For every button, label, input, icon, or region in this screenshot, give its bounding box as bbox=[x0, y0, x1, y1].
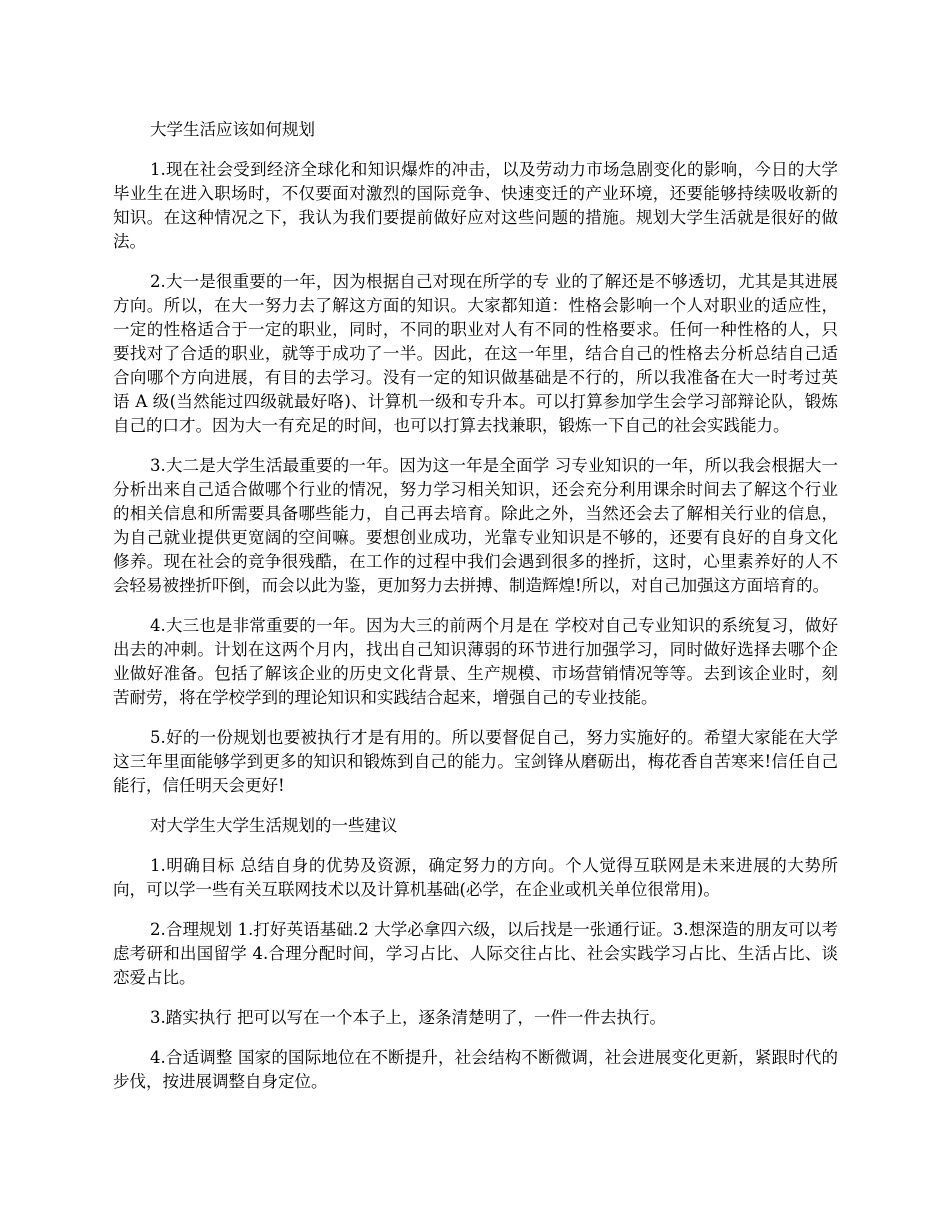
suggestion-2: 2.合理规划 1.打好英语基础.2 大学必拿四六级，以后找是一张通行证。3.想深造的朋友可以考虑考研和出国留学 4.合理分配时间，学习占比、人际交往占比、社会实践学习占比、生活占比、谈恋爱占比。 bbox=[113, 920, 838, 987]
paragraph-5: 5.好的一份规划也要被执行才是有用的。所以要督促自己，努力实施好的。希望大家能在大学这三年里面能够学到更多的知识和锻炼到自己的能力。宝剑锋从磨砺出，梅花香自苦寒来!信任自己能行，信任明天会更好! bbox=[113, 728, 838, 795]
spacer bbox=[113, 838, 838, 854]
section-title-planning: 大学生活应该如何规划 bbox=[150, 120, 315, 139]
paragraph-1: 1.现在社会受到经济全球化和知识爆炸的冲击，以及劳动力市场急剧变化的影响，今日的大学毕业生在进入职场时，不仅要面对激烈的国际竞争、快速变迁的产业环境，还要能够持续吸收新的知识。在这种情况之下，我认为我们要提前做好应对这些问题的措施。规划大学生活就是很好的做法。 bbox=[113, 160, 838, 251]
suggestion-4: 4.合适调整 国家的国际地位在不断提升，社会结构不断微调，社会进展变化更新，紧跟时代的步伐，按进展调整自身定位。 bbox=[113, 1048, 838, 1091]
suggestion-3: 3.踏实执行 把可以写在一个本子上，逐条清楚明了，一件一件去执行。 bbox=[150, 1008, 666, 1027]
suggestion-1: 1.明确目标 总结自身的优势及资源，确定努力的方向。个人觉得互联网是未来进展的大势所向，可以学一些有关互联网技术以及计算机基础(必学，在企业或机关单位很常用)。 bbox=[113, 856, 838, 899]
section-title-suggestions: 对大学生大学生活规划的一些建议 bbox=[150, 816, 398, 835]
spacer bbox=[113, 710, 838, 726]
paragraph-4: 4.大三也是非常重要的一年。因为大三的前两个月是在 学校对自己专业知识的系统复习，做好出去的冲刺。计划在这两个月内，找出自己知识薄弱的环节进行加强学习，同时做好选择去哪个企业做好准备。包括了解该企业的历史文化背景、生产规模、市场营销情况等等。去到该企业时，刻苦耐劳，将在学校学到的理论知识和实践结合起来，增强自己的专业技能。 bbox=[113, 616, 838, 707]
spacer bbox=[113, 990, 838, 1006]
spacer bbox=[113, 142, 838, 158]
spacer bbox=[113, 598, 838, 614]
spacer bbox=[113, 254, 838, 270]
spacer bbox=[113, 798, 838, 814]
spacer bbox=[113, 1030, 838, 1046]
document-page bbox=[113, 118, 838, 1094]
spacer bbox=[113, 902, 838, 918]
spacer bbox=[113, 438, 838, 454]
paragraph-2: 2.大一是很重要的一年，因为根据自己对现在所学的专 业的了解还是不够透切，尤其是其进展方向。所以，在大一努力去了解这方面的知识。大家都知道：性格会影响一个人对职业的适应性，一定的性格适合于一定的职业，同时，不同的职业对人有不同的性格要求。任何一种性格的人，只要找对了合适的职业，就等于成功了一半。因此，在这一年里，结合自己的性格去分析总结自己适合向哪个方向进展，有目的去学习。没有一定的知识做基础是不行的，所以我准备在大一时考过英语 A 级(当然能过四级就最好咯)、计算机一级和专升本。可以打算参加学生会学习部辩论队，锻炼自己的口才。因为大一有充足的时间，也可以打算去找兼职，锻炼一下自己的社会实践能力。 bbox=[113, 272, 838, 435]
paragraph-3: 3.大二是大学生活最重要的一年。因为这一年是全面学 习专业知识的一年，所以我会根据大一分析出来自己适合做哪个行业的情况，努力学习相关知识，还会充分利用课余时间去了解这个行业的相关信息和所需要具备哪些能力，自己再去培育。除此之外，当然还会去了解相关行业的信息，为自己就业提供更宽阔的空间嘛。要想创业成功，光靠专业知识是不够的，还要有良好的自身文化修养。现在社会的竞争很残酷，在工作的过程中我们会遇到很多的挫折，这时，心里素养好的人不会轻易被挫折吓倒，而会以此为鉴，更加努力去拼搏、制造辉煌!所以，对自己加强这方面培育的。 bbox=[113, 456, 838, 595]
